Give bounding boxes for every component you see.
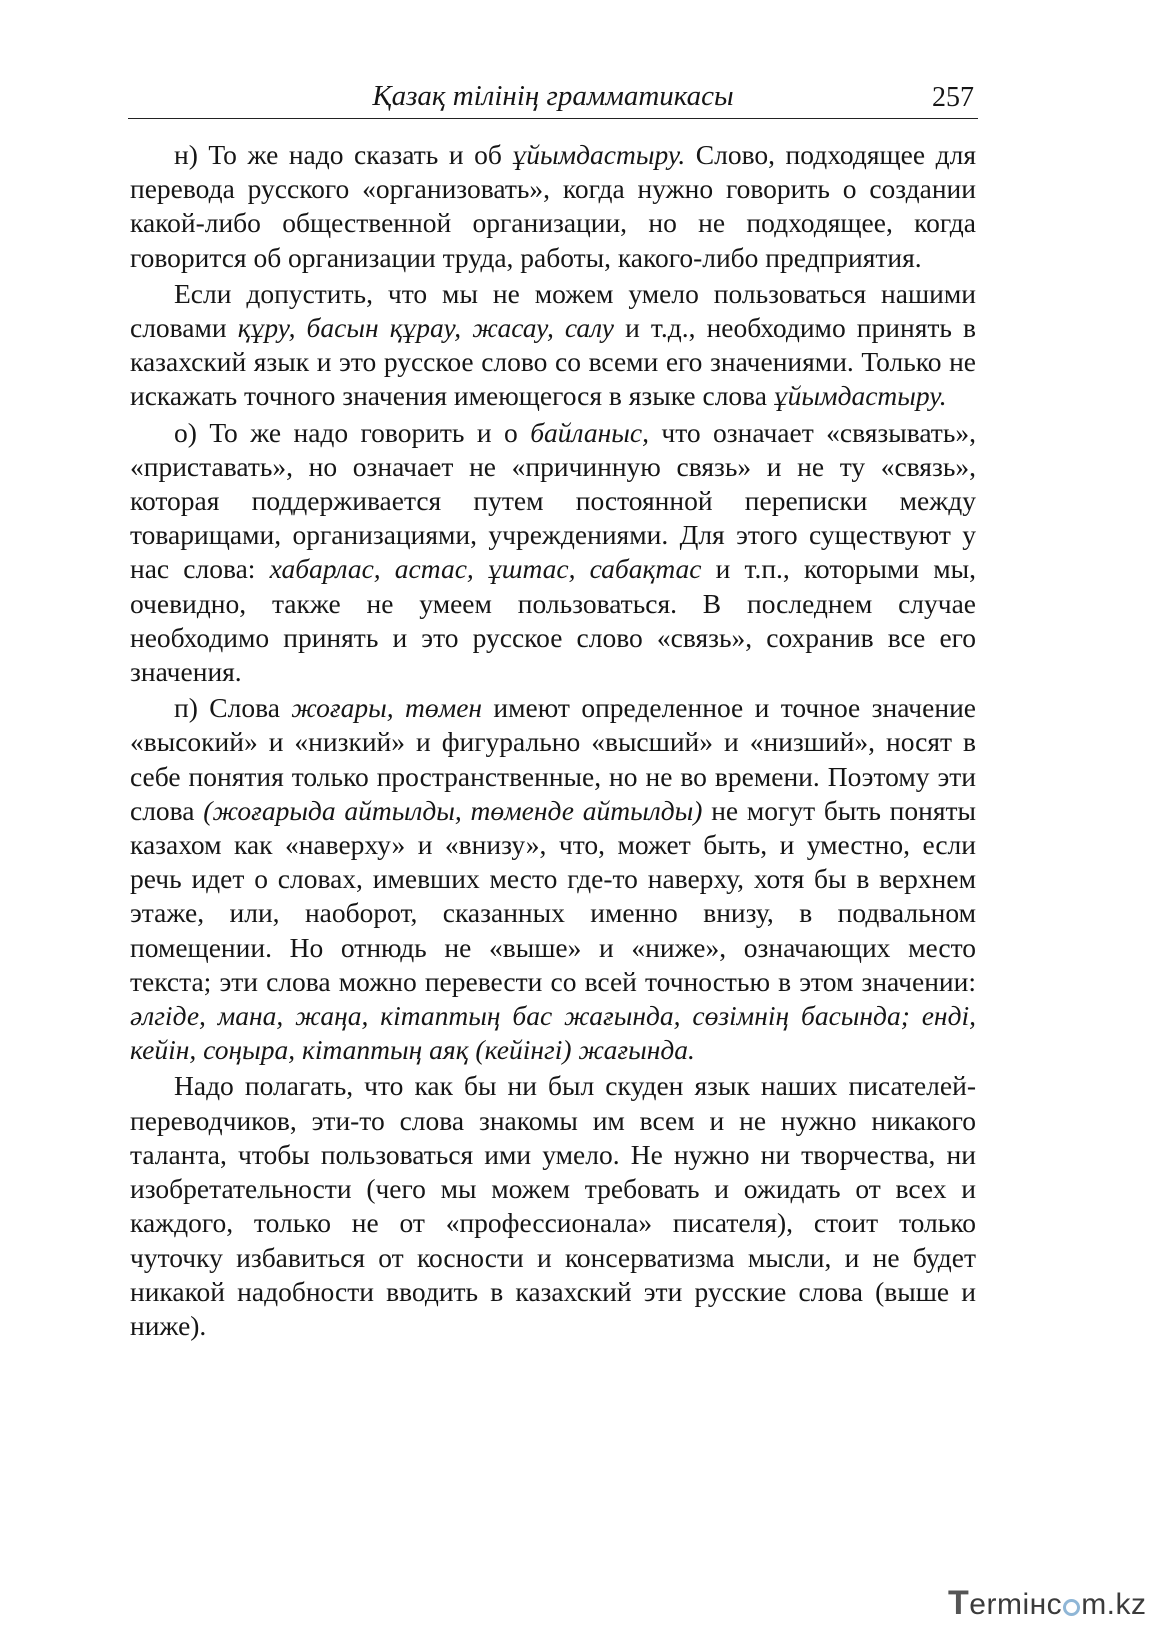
text-run: н) То же надо сказать и об [174,139,513,170]
text-run: и т.п., которыми мы, очевидно, также не умеем пользоваться. В последнем случае необходимо принять и это русское слово «связь», сохранив все его значения. [130,553,976,688]
text-run: Слово, подходящее для перевода русского «организовать», когда нужно говорить о создании какой-либо общественной организации, но не подходящее, когда говорится об организации труда, работы, какого-либо предприятия. [130,139,977,273]
watermark-text-before: ermінc [969,1588,1063,1621]
text-run: что означает «связывать», «приставать», но означает не «причинную связь» и не ту «связь», которая поддерживается путем постоянной переписки между товарищами, организациями, учреждениями. Для этого существуют у нас слова: [130,416,976,585]
text-run: о) То же надо говорить и о [174,416,531,448]
text-run: не могут быть поняты казахом как «наверху» и «внизу», что, может быть, и уместно, если речь идет о словах, имевших место где-то наверху, хотя бы в верхнем этаже, или, наоборот, сказанных именно внизу, в подвальном помещении. Но отнюдь не «выше» и «ниже», означающих место текста; эти слова можно перевести со всей точностью в этом значении: [130,794,976,997]
running-title: Қазақ тілінің грамматикасы [372,80,734,112]
watermark-mark: T [948,1584,970,1622]
body-text [130,138,976,1345]
paragraph-p1 [130,138,976,275]
text-run: Если допустить, что мы не можем умело пользоваться нашими словами [130,277,976,344]
italic-term: байланыс, [530,416,649,448]
watermark-text-after: m.kz [1081,1588,1147,1621]
italic-term: ұйымдастыру. [512,139,686,170]
watermark-globe-icon [1063,1599,1080,1616]
italic-term: хабарлас, астас, ұштас, сабақтас [269,553,702,585]
italic-term: жоғары, төмен [291,692,483,724]
text-run: Надо полагать, что как бы ни был скуден язык наших писателей-переводчиков, эти-то слова знакомы им всем и не нужно никакого таланта, чтобы пользоваться ими умело. Не нужно ни творчества, ни изобретательности (чего мы можем требовать и ожидать от всех и каждого, только не от «профессионала» писателя), стоит только чуточку избавиться от косности и консерватизма мысли, и не будет никакой надобности вводить в казахский эти русские слова (выше и ниже). [130,1070,976,1341]
italic-term: ұйымдастыру. [773,380,947,412]
italic-term: (жоғарыда айтылды, төменде айтылды) [203,794,703,826]
page-number: 257 [932,82,974,113]
text-run: и т.д., необходимо принять в казахский язык и это русское слово со всеми его значениями. Только не искажать точного значения имеющегося в языке слова [130,312,976,412]
text-run: п) Слова [174,692,292,724]
site-watermark [948,1586,1147,1622]
page-header [128,78,978,119]
text-run: имеют определенное и точное значение «высокий» и «низкий» и фигурально «высший» и «низший», носят в себе понятия только пространственные, но не во времени. Поэтому эти слова [130,692,976,826]
paragraph-p2 [130,277,976,414]
paragraph-p5 [130,1069,976,1343]
italic-term: құру, басын құрау, жасау, салу [237,312,614,344]
italic-term: әлгіде, мана, жаңа, кітаптың бас жағында, сөзімнің басында; енді, кейін, соңыра, кітаптың аяқ (кейінгі) жағында. [130,1000,976,1066]
paragraph-p4 [130,691,976,1067]
paragraph-p3 [130,416,976,690]
